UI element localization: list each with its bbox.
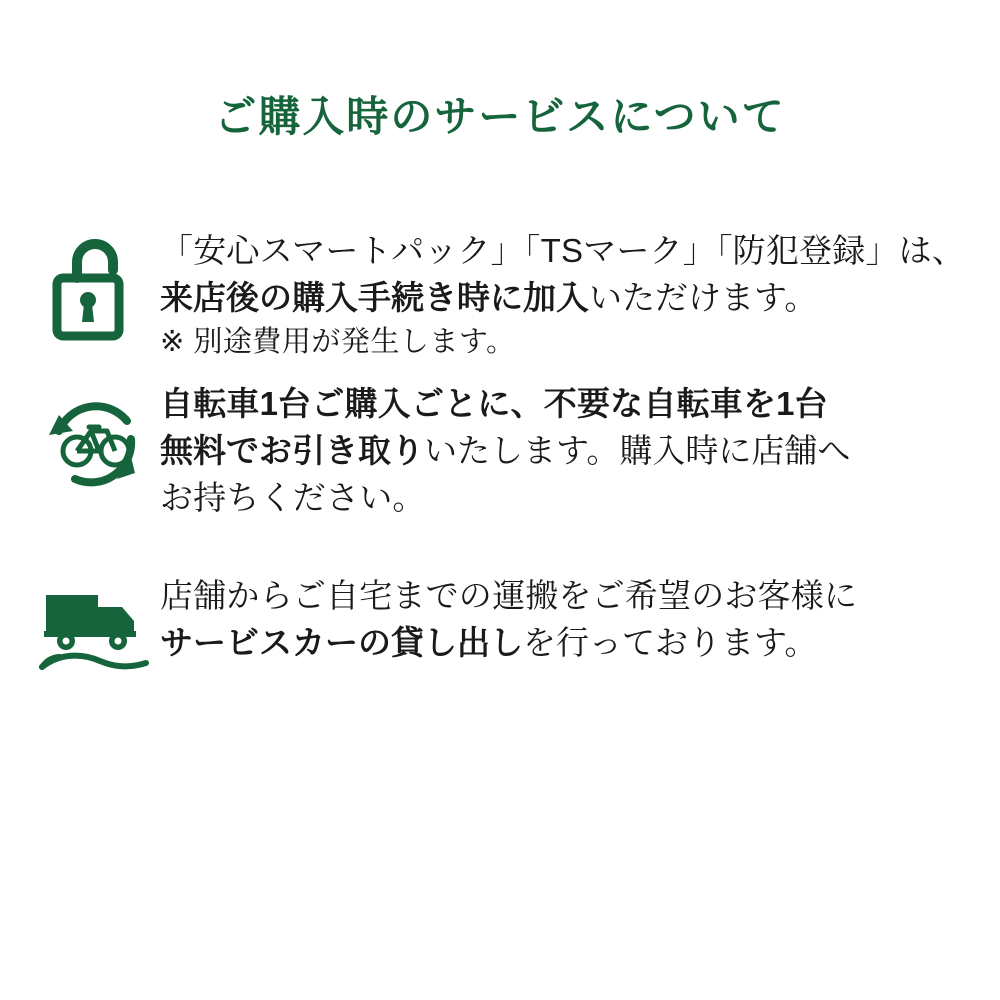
text-tail: いただけます。 bbox=[589, 278, 818, 316]
text-line: 自転車1台ご購入ごとに、不要な自転車を1台 bbox=[160, 384, 828, 422]
list-item bbox=[0, 381, 1000, 522]
list-item-text bbox=[160, 381, 1000, 522]
list-item bbox=[0, 573, 1000, 683]
delivery-truck-on-hand-icon bbox=[30, 573, 160, 683]
text-emphasis: 来店後の購入手続き時に加入 bbox=[160, 278, 589, 316]
text-emphasis: サービスカーの貸し出し bbox=[160, 624, 523, 662]
text-note: ※ 別途費用が発生します。 bbox=[160, 325, 516, 358]
open-padlock-icon bbox=[30, 228, 160, 342]
text-line: 「安心スマートパック」「TSマーク」「防犯登録」は、 bbox=[160, 232, 966, 269]
list-item bbox=[0, 228, 1000, 363]
list-item-text bbox=[160, 228, 1000, 363]
text-tail: を行っております。 bbox=[523, 624, 818, 662]
text-line bbox=[160, 620, 982, 667]
bicycle-recycle-icon bbox=[30, 381, 160, 499]
text-line bbox=[160, 428, 982, 475]
text-emphasis: 無料でお引き取り bbox=[160, 431, 424, 469]
service-list bbox=[0, 228, 1000, 683]
text-line: お持ちください。 bbox=[160, 478, 426, 516]
list-item-text bbox=[160, 573, 1000, 667]
text-line: 店舗からご自宅までの運搬をご希望のお客様に bbox=[160, 577, 858, 615]
text-tail: いたします。購入時に店舗へ bbox=[424, 431, 851, 469]
page-title: ご購入時のサービスについて bbox=[214, 93, 786, 140]
text-line bbox=[160, 275, 982, 322]
